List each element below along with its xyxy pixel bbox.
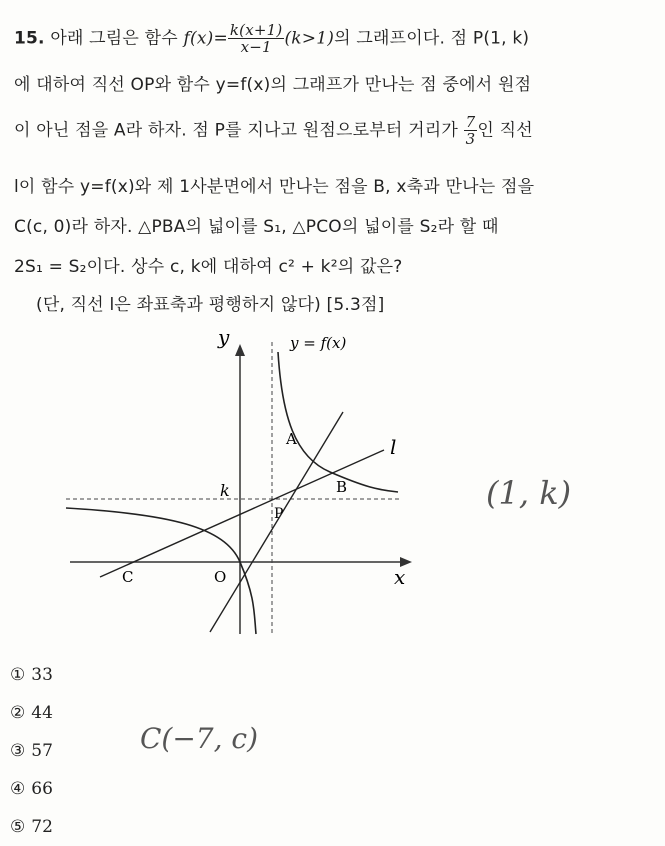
graph-figure	[60, 322, 430, 642]
choice-1[interactable]	[10, 656, 53, 694]
choice-3-value: 57	[31, 741, 53, 761]
problem-line-2: 에 대하여 직선 OP와 함수 y=f(x)의 그래프가 만나는 점 중에서 원점	[14, 75, 532, 95]
label-B: B	[336, 478, 348, 496]
choice-2-mark: ②	[10, 703, 26, 723]
line-l	[100, 450, 384, 577]
y-axis-arrow	[235, 344, 245, 356]
line3-post: 인 직선	[477, 120, 533, 141]
label-P: P	[274, 506, 284, 522]
label-y: y	[218, 325, 230, 349]
choice-5-mark: ⑤	[10, 817, 26, 837]
line3-pre: 이 아닌 점을 A라 하자. 점 P를 지나고 원점으로부터 거리가	[14, 120, 464, 141]
label-x: x	[394, 565, 406, 589]
problem-line-6: 2S₁ = S₂이다. 상수 c, k에 대하여 c² + k²의 값은?	[14, 257, 403, 277]
condition-k: (k>1)	[284, 28, 335, 49]
function-fraction	[228, 22, 285, 55]
handwritten-note-1: (1, k)	[486, 474, 572, 512]
distance-fraction	[464, 114, 478, 147]
curve-left-branch	[66, 508, 256, 634]
distance-denominator: 3	[465, 130, 476, 148]
function-fx: f(x)=	[183, 28, 228, 49]
choice-4-mark: ④	[10, 779, 26, 799]
label-O: O	[214, 568, 227, 586]
distance-numerator: 7	[465, 113, 476, 131]
label-k: k	[220, 481, 230, 500]
choice-4[interactable]	[10, 770, 53, 808]
choice-2[interactable]	[10, 694, 53, 732]
choice-1-mark: ①	[10, 665, 26, 685]
label-A: A	[286, 430, 297, 448]
handwritten-note-2: C(−7, c)	[140, 722, 259, 755]
label-C: C	[122, 568, 134, 586]
label-curve: y = f(x)	[290, 334, 347, 352]
problem-line-4: l이 함수 y=f(x)와 제 1사분면에서 만나는 점을 B, x축과 만나는 점을	[14, 177, 535, 197]
label-l: l	[390, 435, 397, 459]
fraction-numerator: k(x+1)	[229, 21, 283, 39]
fraction-denominator: x−1	[240, 38, 272, 56]
choice-5[interactable]	[10, 808, 53, 846]
problem-line-3	[14, 114, 533, 147]
choice-4-value: 66	[31, 779, 53, 799]
problem-line-7: (단, 직선 l은 좌표축과 평행하지 않다) [5.3점]	[36, 295, 385, 315]
line-OP	[210, 412, 343, 632]
line1-pre: 아래 그림은 함수	[44, 28, 184, 49]
choice-3[interactable]	[10, 732, 53, 770]
choice-2-value: 44	[31, 703, 53, 723]
problem-line-5: C(c, 0)라 하자. △PBA의 넓이를 S₁, △PCO의 넓이를 S₂라 할 때	[14, 217, 499, 237]
line1-post: 의 그래프이다. 점 P(1, k)	[334, 28, 530, 49]
problem-number: 15.	[14, 28, 45, 49]
answer-choices	[10, 656, 53, 846]
choice-3-mark: ③	[10, 741, 26, 761]
problem-line-1	[14, 22, 529, 55]
choice-5-value: 72	[31, 817, 53, 837]
choice-1-value: 33	[31, 665, 53, 685]
